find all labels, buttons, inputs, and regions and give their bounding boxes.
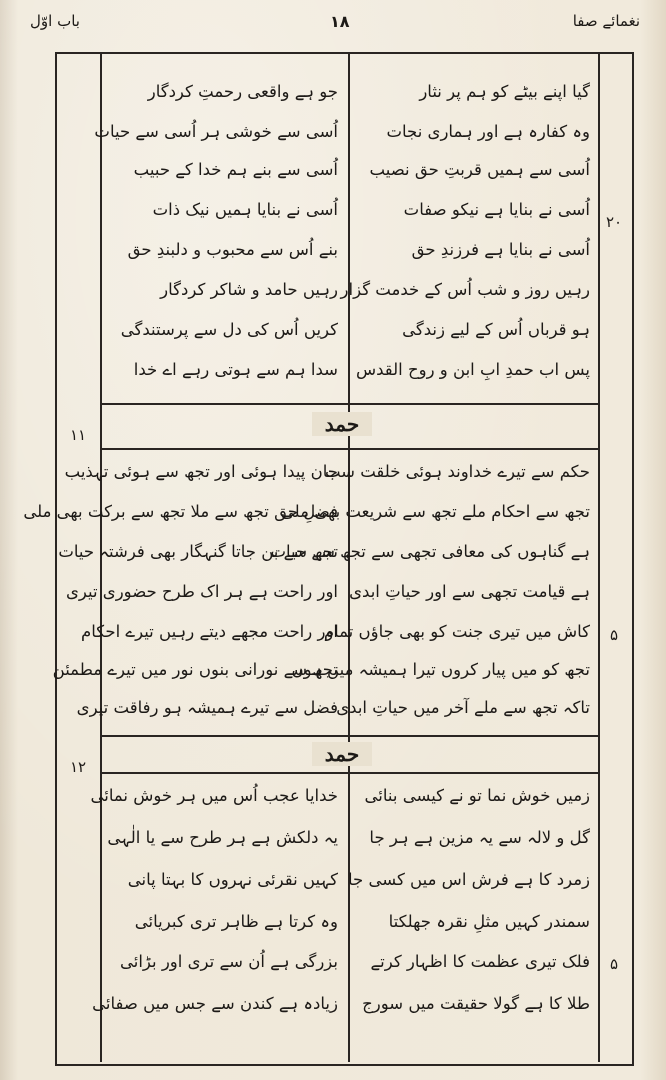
section-number: ۱۱ xyxy=(69,426,87,444)
number-gutter-divider xyxy=(598,52,600,1062)
verse-right: طلا کا ہے گولا حقیقت میں سورج xyxy=(362,994,590,1013)
section-divider xyxy=(100,772,600,774)
verse-right: ہو قرباں اُس کے لیے زندگی xyxy=(402,320,590,339)
section-divider xyxy=(100,735,600,737)
verse-left: یہ دلکش ہے ہر طرح سے یا الٰہی xyxy=(107,828,338,847)
verse-right: زمرد کا ہے فرش اس میں کسی جا xyxy=(348,870,590,889)
verse-left: تجھ سے بن جاتا گنہگار بھی فرشتہ حیات xyxy=(58,542,338,561)
verse-left: اور راحت مجھے دیتے رہیں تیرے احکام xyxy=(81,622,338,641)
section-number: ۱۲ xyxy=(69,758,87,776)
verse-left: کہیں نقرئی نہروں کا بہتا پانی xyxy=(127,870,338,889)
section-heading: حمد xyxy=(312,742,372,766)
verse-left: وہ کرتا ہے ظاہر تری کبریائی xyxy=(134,912,338,931)
verse-right: وہ کفارہ ہے اور ہماری نجات xyxy=(386,122,590,141)
verse-right: اُسی نے بنایا ہے فرزندِ حق xyxy=(411,240,590,259)
verse-right: سمندر کہیں مثلِ نقرہ جھلکتا xyxy=(388,912,590,931)
section-divider xyxy=(100,448,600,450)
page-number: ۱۸ xyxy=(330,12,350,31)
verse-right: گل و لالہ سے یہ مزین ہے ہر جا xyxy=(369,828,590,847)
verse-left: تجھ سے نورانی بنوں نور میں تیرے مطمئن xyxy=(52,660,338,679)
verse-right: حکم سے تیرے خداوند ہوئی خلقت سب xyxy=(324,462,590,481)
verse-right: پس اب حمدِ ابِ ابن و روح القدس xyxy=(355,360,590,379)
verse-right: تجھ کو میں پیار کروں تیرا ہمیشہ میں ہوں xyxy=(291,660,590,679)
chapter-title: باب اوّل xyxy=(30,12,80,30)
verse-right: ہے گناہوں کی معافی تجھی سے تجھ سے حیات xyxy=(270,542,590,561)
section-heading: حمد xyxy=(312,412,372,436)
verse-count: ۵ xyxy=(609,955,619,973)
verse-right: کاش میں تیری جنت کو بھی جاؤں تمام xyxy=(323,622,590,641)
verse-right: زمیں خوش نما تو نے کیسی بنائی xyxy=(364,786,590,805)
verse-right: اُسی نے بنایا ہے نیکو صفات xyxy=(403,200,590,219)
verse-left: بنے اُس سے محبوب و دلبندِ حق xyxy=(127,240,338,259)
verse-right: تجھ سے احکام ملے تجھ سے شریعت بھی ملی xyxy=(280,502,590,521)
verse-right: تاکہ تجھ سے ملے آخر میں حیاتِ ابدی xyxy=(336,698,590,717)
verse-left: جو ہے واقعی رحمتِ کردگار xyxy=(147,82,338,101)
verse-right: گیا اپنے بیٹے کو ہم پر نثار xyxy=(419,82,590,101)
book-title: نغمائے صفا xyxy=(572,12,640,30)
verse-count: ۵ xyxy=(609,626,619,644)
verse-left: اُسی سے بنے ہم خدا کے حبیب xyxy=(133,160,338,179)
verse-left: سدا ہم سے ہوتی رہے اے خدا xyxy=(133,360,338,379)
running-header xyxy=(30,8,640,40)
verse-right: رہیں روز و شب اُس کے خدمت گزار xyxy=(340,280,590,299)
verse-right: فلک تیری عظمت کا اظہار کرتے xyxy=(370,952,590,971)
verse-count: ۲۰ xyxy=(605,213,623,231)
verse-left: کریں اُس کی دل سے پرستندگی xyxy=(120,320,338,339)
verse-left: اُسی نے بنایا ہمیں نیک ذات xyxy=(152,200,338,219)
section-divider xyxy=(100,403,600,405)
verse-left: اور راحت ہے ہر اک طرح حضوری تیری xyxy=(65,582,338,601)
verse-left: خدایا عجب اُس میں ہر خوش نمائی xyxy=(90,786,338,805)
verse-left: زیادہ ہے کندن سے جس میں صفائی xyxy=(92,994,338,1013)
verse-left: رہیں حامد و شاکر کردگار xyxy=(160,280,338,299)
verse-left: اُسی سے خوشی ہر اُسی سے حیات xyxy=(94,122,338,141)
verse-left: فضلِ حق تجھ سے ملا تجھ سے برکت بھی ملی xyxy=(23,502,338,521)
verse-left: بزرگی ہے اُن سے تری اور بڑائی xyxy=(119,952,338,971)
verse-right: ہے قیامت تجھی سے اور حیاتِ ابدی xyxy=(349,582,590,601)
verse-left: جان پیدا ہوئی اور تجھ سے ہوئی تہذیب xyxy=(64,462,338,481)
verse-right: اُسی سے ہمیں قربتِ حق نصیب xyxy=(369,160,590,179)
verse-left: فضل سے تیرے ہمیشہ ہو رفاقت تیری xyxy=(76,698,338,717)
